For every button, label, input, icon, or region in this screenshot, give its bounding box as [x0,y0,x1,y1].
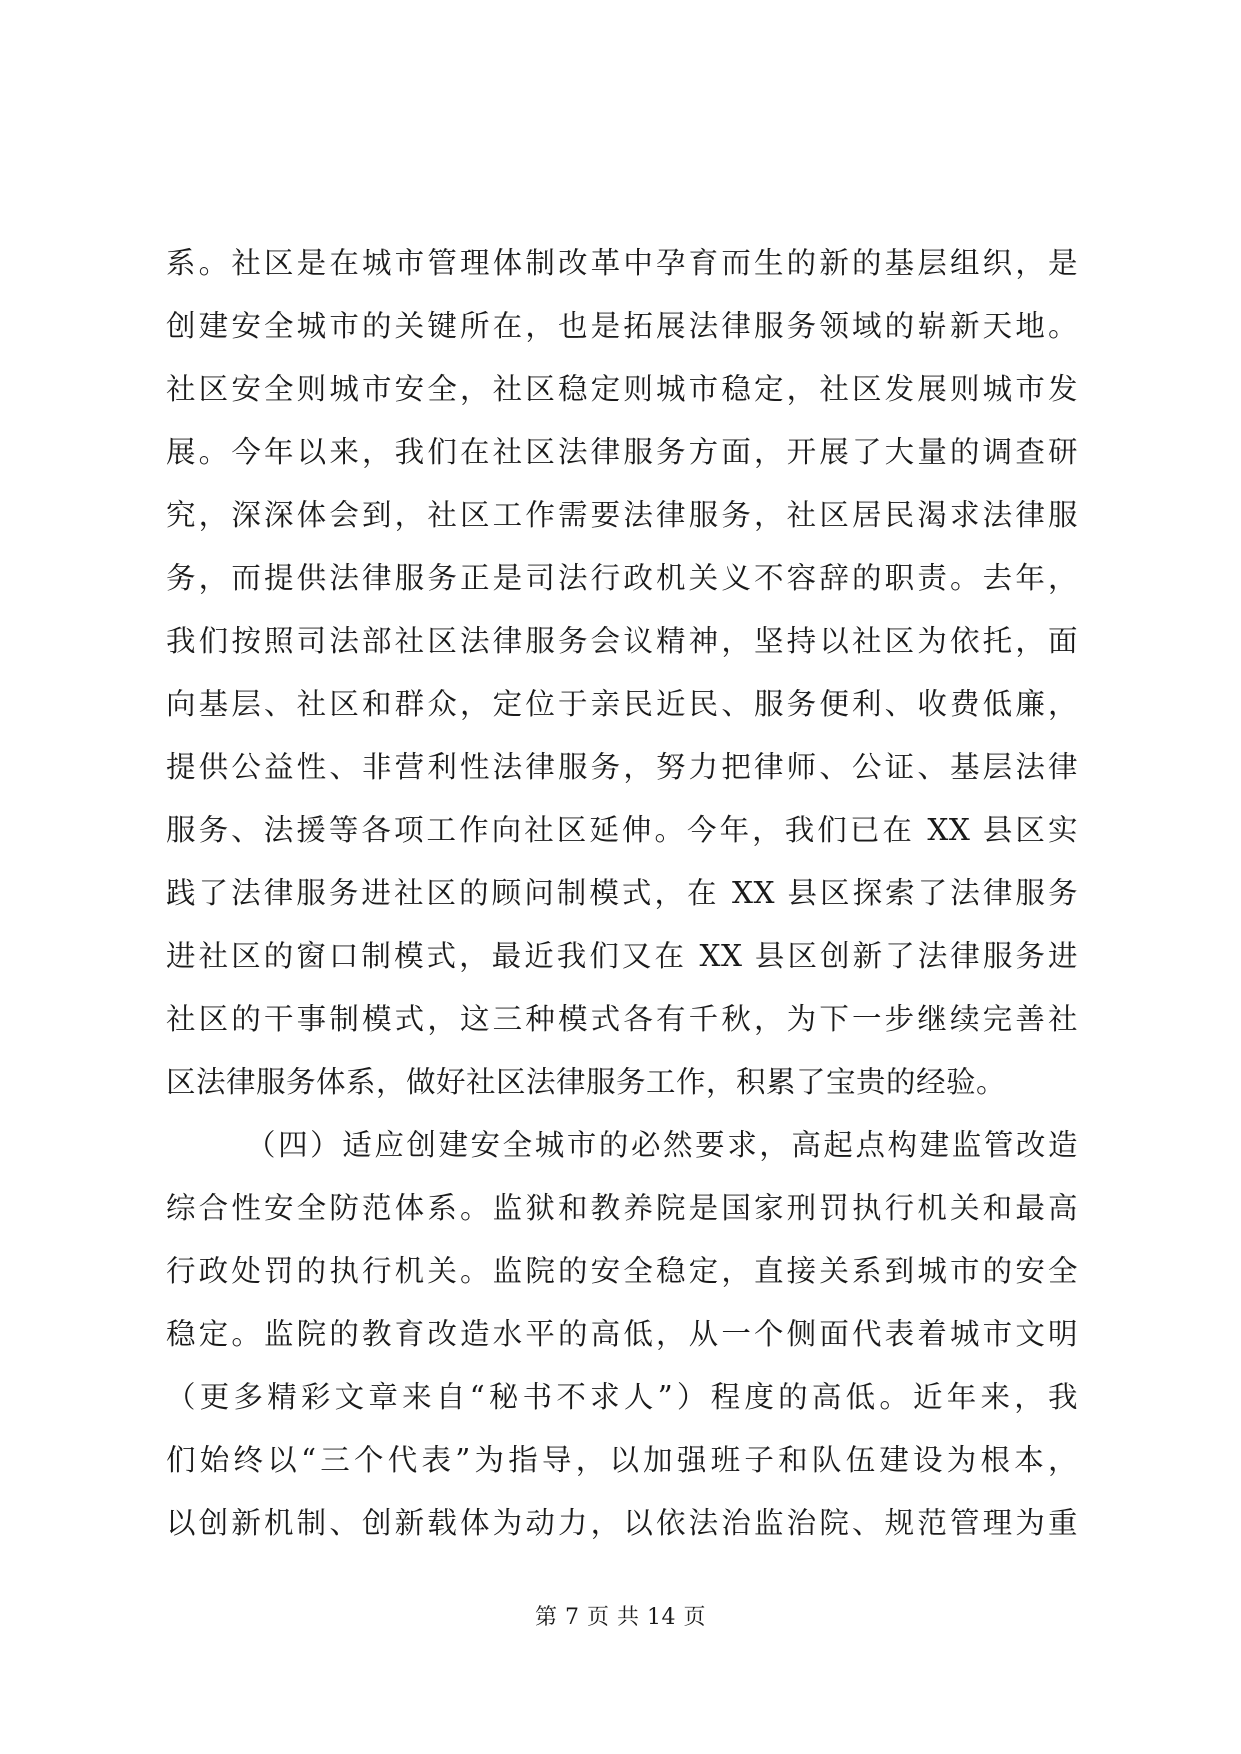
page-number-footer: 第 7 页 共 14 页 [535,1605,706,1630]
text-line: 系。社区是在城市管理体制改革中孕育而生的新的基层组织，是 [166,246,1078,280]
text-line: 践了法律服务进社区的顾问制模式，在 XX 县区探索了法律服务 [166,876,1078,910]
text-line: 们始终以“三个代表”为指导，以加强班子和队伍建设为根本， [166,1443,1078,1477]
text-line: 稳定。监院的教育改造水平的高低，从一个侧面代表着城市文明 [166,1317,1078,1351]
text-line: 提供公益性、非营利性法律服务，努力把律师、公证、基层法律 [166,750,1078,784]
text-line: 向基层、社区和群众，定位于亲民近民、服务便利、收费低廉， [166,687,1078,721]
text-line: 究，深深体会到，社区工作需要法律服务，社区居民渴求法律服 [166,498,1078,532]
text-line: 进社区的窗口制模式，最近我们又在 XX 县区创新了法律服务进 [166,939,1078,973]
body-text [166,232,1078,1555]
text-line: 社区安全则城市安全，社区稳定则城市稳定，社区发展则城市发 [166,372,1078,406]
text-line: 务，而提供法律服务正是司法行政机关义不容辞的职责。去年， [166,561,1078,595]
text-line: （更多精彩文章来自“秘书不求人”）程度的高低。近年来，我 [166,1380,1078,1414]
text-line: 社区的干事制模式，这三种模式各有千秋，为下一步继续完善社 [166,1002,1078,1036]
text-line: 综合性安全防范体系。监狱和教养院是国家刑罚执行机关和最高 [166,1191,1078,1225]
text-line: 以创新机制、创新载体为动力，以依法治监治院、规范管理为重 [166,1506,1078,1540]
text-line: 行政处罚的执行机关。监院的安全稳定，直接关系到城市的安全 [166,1254,1078,1288]
paragraph-end-line: 区法律服务体系，做好社区法律服务工作，积累了宝贵的经验。 [166,1065,1007,1099]
text-line: 展。今年以来，我们在社区法律服务方面，开展了大量的调查研 [166,435,1078,469]
text-line: 创建安全城市的关键所在，也是拓展法律服务领域的崭新天地。 [166,309,1078,343]
text-line: 服务、法援等各项工作向社区延伸。今年，我们已在 XX 县区实 [166,813,1078,847]
text-line: 我们按照司法部社区法律服务会议精神，坚持以社区为依托，面 [166,624,1078,658]
section-heading-line: （四）适应创建安全城市的必然要求，高起点构建监管改造 [246,1128,1078,1162]
